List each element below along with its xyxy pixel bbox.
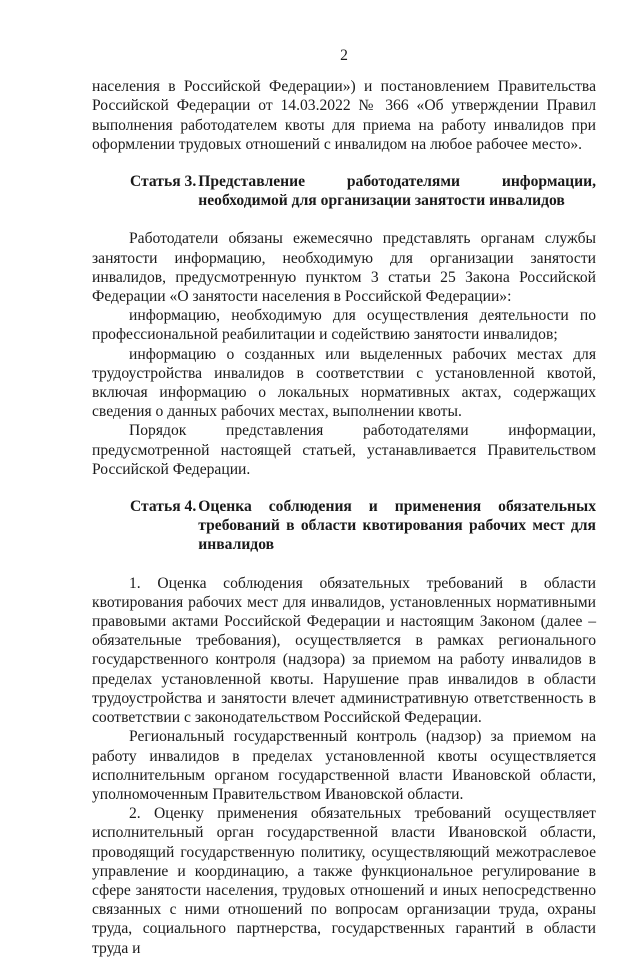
article-4-title: Оценка соблюдения и применения обязательных требований в области квотирования рабочих мест для инвалидов (198, 498, 596, 554)
article-4-paragraph-2: Региональный государственный контроль (надзор) за приемом на работу инвалидов в пределах установленной квоты осуществляется исполнительным органом государственной власти Ивановской области, уполномоченным Правительством Ивановской области. (92, 728, 596, 803)
article-3-heading (92, 172, 596, 210)
article-3-number: Статья 3. (130, 173, 197, 191)
article-4-paragraph-3: 2. Оценку применения обязательных требований осуществляет исполнительный орган государственной власти Ивановской области, проводящий государственную политику, осуществляющий межотраслевое управление и координацию, а также функциональное регулирование в сфере занятости населения, трудовых отношений и иных непосредственно связанных с ними отношений по вопросам организации труда, охраны труда, социального партнерства, государственных гарантий в области труда и (92, 805, 596, 957)
article-4-paragraph-1: 1. Оценка соблюдения обязательных требований в области квотирования рабочих мест для инвалидов, установленных нормативными правовыми актами Российской Федерации и настоящим Законом (далее – обязательные требования), осуществляется в рамках регионального государственного контроля (надзора) за приемом на работу инвалидов в пределах установленной квоты. Нарушение прав инвалидов в области трудоустройства и занятости влечет административную ответственность в соответствии с законодательством Российской Федерации. (92, 574, 596, 727)
article-3-paragraph-2: информацию, необходимую для осуществления деятельности по профессиональной реабилитации и содействию занятости инвалидов; (92, 307, 596, 344)
article-3-paragraph-4: Порядок представления работодателями информации, предусмотренной настоящей статьей, устанавливается Правительством Российской Федерации. (92, 422, 596, 478)
article-4-heading (92, 497, 596, 555)
page-number: 2 (340, 47, 348, 64)
intro-paragraph: населения в Российской Федерации») и постановлением Правительства Российской Федерации от 14.03.2022 № 366 «Об утверждении Правил выполнения работодателем квоты для приема на работу инвалидов при оформлении трудовых отношений с инвалидом на любое рабочее место». (92, 78, 596, 153)
article-3-title: Представление работодателями информации, необходимой для организации занятости инвалидов (198, 173, 596, 210)
article-4-number: Статья 4. (130, 498, 197, 516)
article-3-paragraph-3: информацию о созданных или выделенных рабочих местах для трудоустройства инвалидов в соответствии с установленной квотой, включая информацию о локальных нормативных актах, содержащих сведения о данных рабочих местах, выполнении квоты. (92, 345, 596, 421)
article-3-paragraph-1: Работодатели обязаны ежемесячно представлять органам службы занятости информацию, необходимую для организации занятости инвалидов, предусмотренную пунктом 3 статьи 25 Закона Российской Федерации «О занятости населения в Российской Федерации»: (92, 230, 596, 306)
